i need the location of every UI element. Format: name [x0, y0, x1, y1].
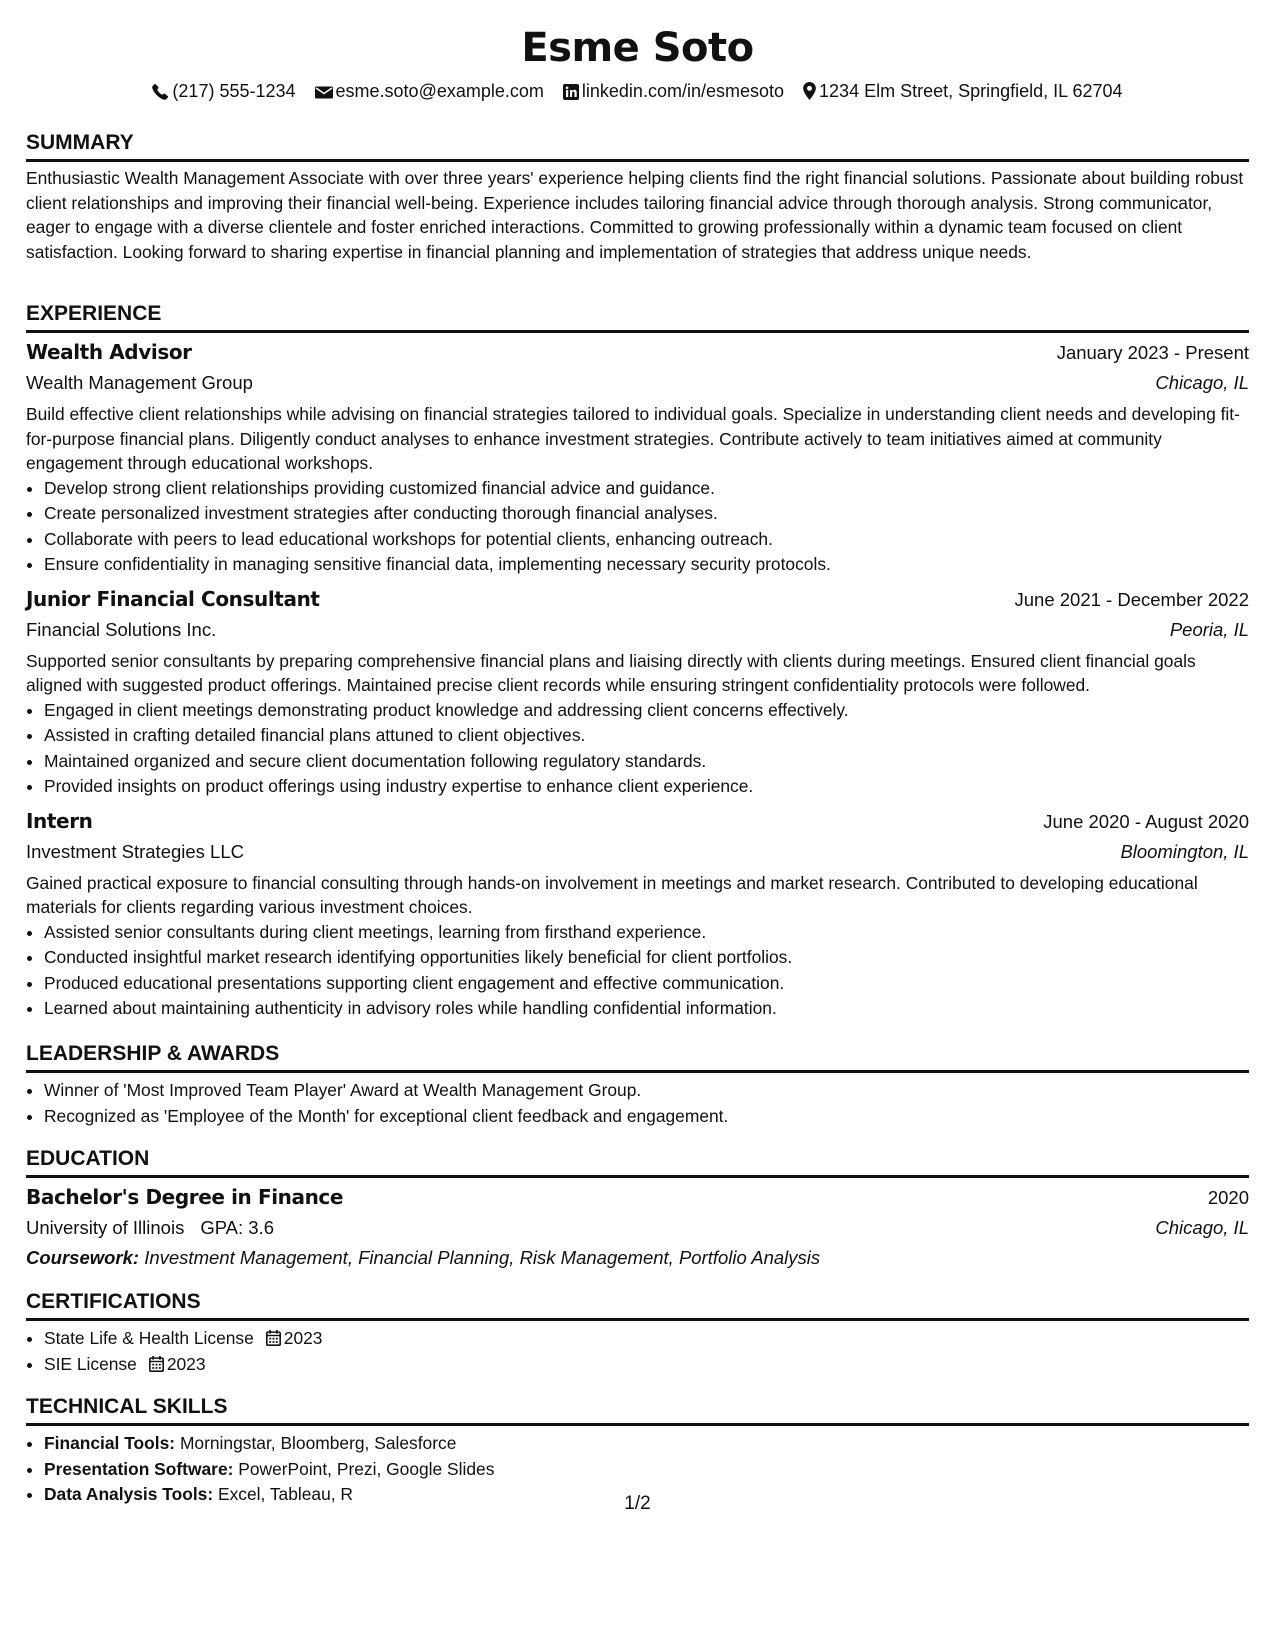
phone-icon — [152, 83, 169, 100]
coursework-line — [26, 1243, 1249, 1273]
cert-name: State Life & Health License — [44, 1328, 254, 1348]
list-item: • Learned about maintaining authenticity in advisory roles while handling confidential information. — [44, 996, 1249, 1022]
section-title: EXPERIENCE — [26, 301, 1249, 333]
contact-email[interactable] — [315, 79, 544, 103]
list-item: • Provided insights on product offerings using industry expertise to enhance client experience. — [44, 774, 1249, 800]
skill-label: Data Analysis Tools: — [44, 1484, 214, 1504]
job-dates: June 2020 - August 2020 — [1043, 810, 1249, 832]
section-title: SUMMARY — [26, 130, 1249, 162]
gpa: GPA: 3.6 — [200, 1217, 275, 1238]
cert-name: SIE License — [44, 1353, 137, 1374]
company-name: Investment Strategies LLC — [26, 840, 244, 862]
address-text: 1234 Elm Street, Springfield, IL 62704 — [819, 81, 1123, 102]
school-name: University of Illinois — [26, 1217, 185, 1238]
linkedin-icon — [563, 84, 579, 100]
envelope-icon — [315, 85, 333, 100]
list-item: • Assisted senior consultants during client meetings, learning from firsthand experience. — [44, 920, 1249, 946]
section-title: TECHNICAL SKILLS — [26, 1394, 1249, 1426]
job-description: Supported senior consultants by preparing comprehensive financial plans and liaising directly with clients during meetings. Ensured client financial goals aligned with suggested product offerings. Maintained precise client records while ensuring stringent confidentiality protocols were followed. — [26, 650, 1196, 695]
experience-section — [26, 301, 1249, 1022]
leadership-section — [26, 1041, 1249, 1129]
list-item — [44, 1352, 1249, 1378]
skill-value: Excel, Tableau, R — [217, 1484, 353, 1504]
list-item: • Recognized as 'Employee of the Month' for exceptional client feedback and engagement. — [44, 1104, 1249, 1130]
company-name: Wealth Management Group — [26, 372, 253, 393]
section-title: CERTIFICATIONS — [26, 1289, 1249, 1321]
job-title: Intern — [26, 808, 93, 833]
skill-value: PowerPoint, Prezi, Google Slides — [238, 1458, 495, 1479]
list-item: • Winner of 'Most Improved Team Player' Award at Wealth Management Group. — [44, 1078, 1249, 1104]
email-text: esme.soto@example.com — [335, 81, 544, 102]
job-description: Build effective client relationships while advising on financial strategies tailored to individual goals. Specialize in understanding client needs and developing fit-for-purpose financial plans. Diligently conduct analyses to enhance investment strategies. Contribute actively to team initiatives aimed at community engagement through educational workshops. — [26, 404, 1240, 473]
coursework-label: Coursework: — [26, 1247, 140, 1268]
skill-label: Presentation Software: — [44, 1458, 234, 1479]
certifications-section — [26, 1289, 1249, 1377]
list-item: • Conducted insightful market research identifying opportunities likely beneficial for client portfolios. — [44, 945, 1249, 971]
job-dates: June 2021 - December 2022 — [1014, 588, 1249, 610]
job-entry — [26, 337, 1249, 578]
page-number: 1/2 — [624, 1493, 651, 1514]
education-section — [26, 1146, 1249, 1273]
school-line — [26, 1213, 274, 1243]
coursework-text: Investment Management, Financial Planning, Risk Management, Portfolio Analysis — [144, 1247, 821, 1268]
list-item: • Maintained organized and secure client documentation following regulatory standards. — [44, 749, 1249, 775]
map-pin-icon — [803, 82, 816, 100]
cert-year: 2023 — [283, 1328, 323, 1348]
list-item: • Develop strong client relationships providing customized financial advice and guidance. — [44, 476, 1249, 502]
summary-section — [26, 130, 1249, 264]
skills-section — [26, 1394, 1249, 1508]
list-item — [44, 1431, 1249, 1457]
job-bullets — [26, 476, 1249, 578]
job-title: Junior Financial Consultant — [26, 586, 320, 611]
job-location: Peoria, IL — [1169, 618, 1249, 640]
list-item: • Assisted in crafting detailed financial plans attuned to client objectives. — [44, 723, 1249, 749]
calendar-icon — [266, 1330, 281, 1346]
awards-list — [26, 1078, 1249, 1129]
degree-title: Bachelor's Degree in Finance — [26, 1185, 344, 1209]
contact-linkedin[interactable] — [563, 79, 784, 103]
list-item — [44, 1457, 1249, 1483]
company-name: Financial Solutions Inc. — [26, 618, 217, 640]
section-title: LEADERSHIP & AWARDS — [26, 1041, 1249, 1073]
cert-year: 2023 — [166, 1353, 206, 1374]
graduation-year: 2020 — [1207, 1187, 1249, 1208]
job-description: Gained practical exposure to financial consulting through hands-on involvement in meetings and market research. Contributed to developing educational materials for clients regarding various investment choices. — [26, 872, 1198, 917]
job-bullets — [26, 920, 1249, 1022]
list-item: • Collaborate with peers to lead educational workshops for potential clients, enhancing outreach. — [44, 527, 1249, 553]
list-item: • Produced educational presentations supporting client engagement and effective communication. — [44, 971, 1249, 997]
summary-text: Enthusiastic Wealth Management Associate with over three years' experience helping clients find the right financial solutions. Passionate about building robust client relationships and improving their financial well-being. Experience includes tailoring financial advice through thorough analysis. Strong communicator, eager to engage with a diverse clientele and foster enriched interactions. Committed to growing professionally within a dynamic team focused on client satisfaction. Looking forward to sharing expertise in financial planning and implementation of strategies that address unique needs. — [26, 168, 1244, 262]
list-item — [44, 1326, 1249, 1352]
job-entry — [26, 584, 1249, 800]
section-title: EDUCATION — [26, 1146, 1249, 1178]
certifications-list — [26, 1326, 1249, 1377]
list-item: • Create personalized investment strategies after conducting thorough financial analyses. — [44, 501, 1249, 527]
contact-address — [803, 79, 1123, 103]
school-location: Chicago, IL — [1155, 1217, 1249, 1238]
calendar-icon — [149, 1356, 164, 1372]
skill-value: Morningstar, Bloomberg, Salesforce — [179, 1433, 457, 1453]
contact-phone — [152, 79, 295, 103]
job-location: Bloomington, IL — [1120, 840, 1249, 862]
job-location: Chicago, IL — [1155, 372, 1249, 393]
linkedin-text: linkedin.com/in/esmesoto — [581, 81, 785, 102]
candidate-name: Esme Soto — [521, 25, 754, 71]
list-item: • Ensure confidentiality in managing sensitive financial data, implementing necessary security protocols. — [44, 552, 1249, 578]
list-item: • Engaged in client meetings demonstrating product knowledge and addressing client concerns effectively. — [44, 698, 1249, 724]
skill-label: Financial Tools: — [44, 1433, 176, 1453]
phone-text: (217) 555-1234 — [172, 81, 296, 102]
job-title: Wealth Advisor — [26, 340, 192, 364]
job-dates: January 2023 - Present — [1056, 342, 1249, 363]
contact-line — [26, 78, 1249, 103]
job-bullets — [26, 698, 1249, 800]
job-entry — [26, 806, 1249, 1022]
